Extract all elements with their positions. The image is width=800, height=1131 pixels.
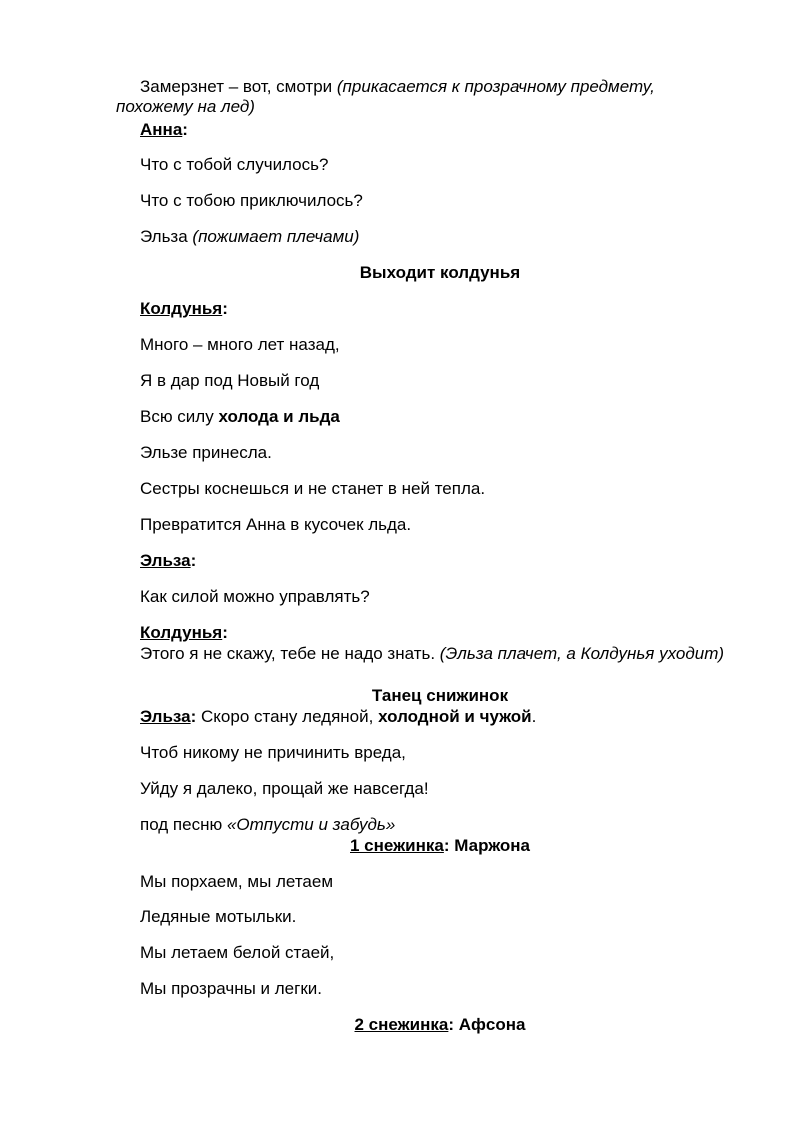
verse-line: Мы порхаем, мы летаем [140, 872, 334, 891]
speaker-name: 2 снежинка [354, 1015, 449, 1034]
verse-line: Мы летаем белой стаей, [140, 943, 335, 962]
text-plain: Всю силу [140, 407, 219, 426]
speaker-name: Анна [140, 120, 183, 139]
stage-direction: (пожимает плечами) [192, 227, 360, 246]
speaker-name: Эльза [140, 551, 191, 570]
verse-line [140, 407, 750, 427]
speaker-name: Эльза [140, 707, 191, 726]
heading-snezhinka-1 [0, 836, 800, 856]
text-plain: Скоро стану ледяной, [196, 707, 379, 726]
verse-line: Чтоб никому не причинить вреда, [140, 743, 406, 762]
text-plain: под песню [140, 815, 227, 834]
line-zamerznet [116, 77, 726, 117]
line-etogo [116, 644, 726, 664]
speaker-colon: : [182, 120, 188, 139]
text-bold: холода и льда [218, 407, 340, 426]
verse-line: Много – много лет назад, [140, 335, 340, 354]
verse-line: Как силой можно управлять? [140, 587, 370, 606]
speaker-colon: : [190, 551, 197, 570]
verse-line: Ледяные мотыльки. [140, 907, 297, 926]
text-plain: Замерзнет – вот, смотри [140, 77, 337, 96]
stage-direction: (Эльза плачет, а Колдунья уходит) [439, 644, 725, 663]
text-plain: . [531, 707, 537, 726]
speaker-line-anna [140, 120, 750, 140]
verse-line: Уйду я далеко, прощай же навсегда! [140, 779, 429, 798]
speaker-line-elsa-2 [140, 707, 750, 727]
heading-snezhinka-2 [0, 1015, 800, 1035]
verse-line: Мы прозрачны и легки. [140, 979, 322, 998]
speaker-name: Колдунья [140, 623, 223, 642]
speaker-colon: : [190, 707, 197, 726]
verse-line: Сестры коснешься и не станет в ней тепла. [140, 479, 486, 498]
song-title: «Отпусти и забудь» [226, 815, 396, 834]
verse-line [140, 227, 750, 247]
speaker-line-elsa [140, 551, 750, 571]
text-plain: Эльза [140, 227, 193, 246]
speaker-performer: : Афсона [448, 1015, 526, 1034]
speaker-name: 1 снежинка [350, 836, 444, 855]
verse-line: Я в дар под Новый год [140, 371, 320, 390]
speaker-name: Колдунья [140, 299, 223, 318]
speaker-line-koldunya-2 [140, 623, 750, 643]
verse-line: Превратится Анна в кусочек льда. [140, 515, 412, 534]
heading-tanets-snezhinok: Танец снижинок [371, 686, 509, 705]
verse-line [140, 815, 750, 835]
speaker-line-koldunya [140, 299, 750, 319]
stage-direction: (прикасается к прозрачному предмету, похожему на лед) [116, 77, 655, 116]
heading-vyhodit-koldunya: Выходит колдунья [359, 263, 521, 282]
speaker-performer: : Маржона [443, 836, 530, 855]
text-plain: Этого я не скажу, тебе не надо знать. [140, 644, 440, 663]
verse-line: Что с тобой случилось? [140, 155, 329, 174]
text-bold: холодной и чужой [378, 707, 532, 726]
speaker-colon: : [222, 623, 228, 642]
speaker-colon: : [222, 299, 228, 318]
verse-line: Эльзе принесла. [140, 443, 272, 462]
verse-line: Что с тобою приключилось? [140, 191, 363, 210]
